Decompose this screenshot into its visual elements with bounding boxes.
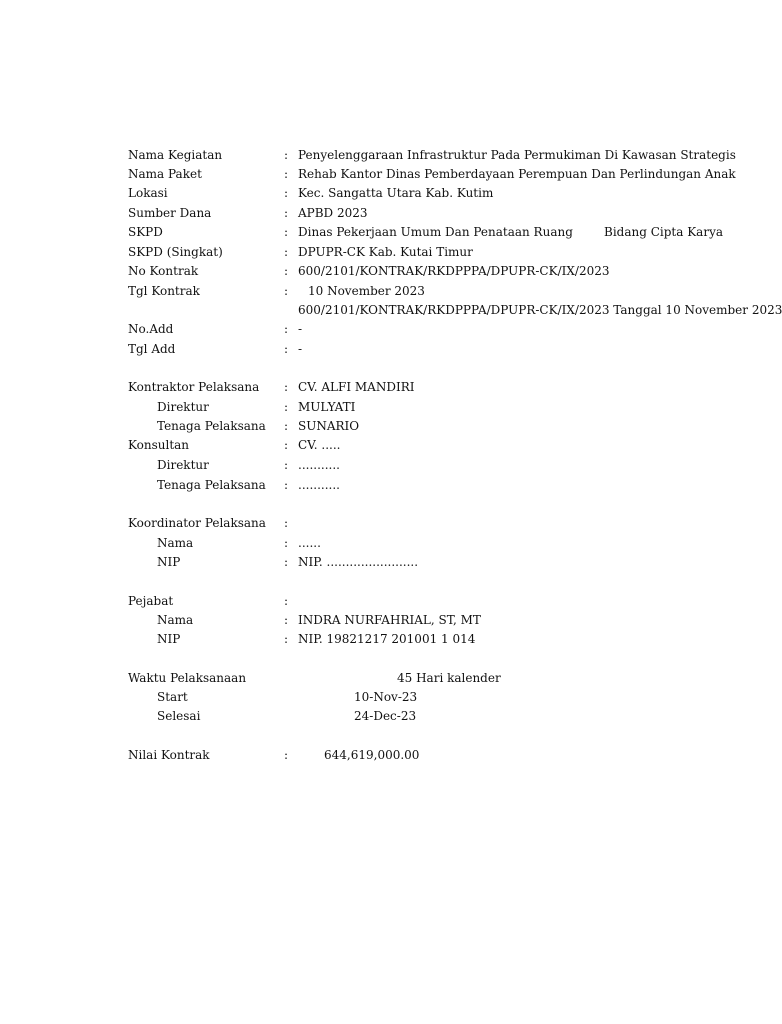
value-tgl-add: - (298, 342, 303, 356)
label-pejabat-nama: Nama (157, 613, 194, 627)
label-no-kontrak: No Kontrak (128, 264, 199, 278)
label-koordinator-nama: Nama (157, 536, 194, 550)
label-konsultan-direktur: Direktur (157, 458, 209, 472)
label-selesai: Selesai (157, 709, 201, 723)
colon: : (284, 478, 289, 492)
value-no-add: - (298, 322, 303, 336)
label-pejabat: Pejabat (128, 594, 174, 608)
colon: : (284, 555, 289, 569)
value-konsultan-tenaga: ........... (298, 478, 340, 492)
colon: : (284, 632, 289, 646)
value-kontraktor-direktur: MULYATI (298, 400, 356, 414)
colon: : (284, 536, 289, 550)
label-konsultan-tenaga: Tenaga Pelaksana (157, 478, 266, 492)
label-nilai-kontrak: Nilai Kontrak (128, 748, 210, 762)
colon: : (284, 148, 289, 162)
label-nama-kegiatan: Nama Kegiatan (128, 148, 223, 162)
value-skpd: Dinas Pekerjaan Umum Dan Penataan Ruang (298, 225, 573, 239)
label-skpd-singkat: SKPD (Singkat) (128, 245, 223, 259)
label-kontraktor: Kontraktor Pelaksana (128, 380, 260, 394)
label-start: Start (157, 690, 188, 704)
colon: : (284, 400, 289, 414)
label-nama-paket: Nama Paket (128, 167, 202, 181)
value-skpd-bidang: Bidang Cipta Karya (604, 225, 723, 239)
colon: : (284, 380, 289, 394)
label-kontraktor-tenaga: Tenaga Pelaksana (157, 419, 266, 433)
value-tgl-kontrak-line2: 600/2101/KONTRAK/RKDPPPA/DPUPR-CK/IX/2023 Tanggal 10 November 2023 (298, 303, 782, 317)
colon: : (284, 206, 289, 220)
value-sumber-dana: APBD 2023 (298, 206, 368, 220)
value-selesai: 24-Dec-23 (354, 709, 417, 723)
label-skpd: SKPD (128, 225, 163, 239)
colon: : (284, 748, 289, 762)
value-koordinator-nama: ...... (298, 536, 321, 550)
label-kontraktor-direktur: Direktur (157, 400, 209, 414)
colon: : (284, 284, 289, 298)
value-no-kontrak: 600/2101/KONTRAK/RKDPPPA/DPUPR-CK/IX/2023 (298, 264, 610, 278)
colon: : (284, 594, 289, 608)
value-tgl-kontrak: 10 November 2023 (308, 284, 425, 298)
label-lokasi: Lokasi (128, 186, 168, 200)
value-skpd-singkat: DPUPR-CK Kab. Kutai Timur (298, 245, 473, 259)
value-konsultan: CV. ..... (298, 438, 341, 452)
colon: : (284, 613, 289, 627)
value-waktu: 45 Hari kalender (397, 671, 501, 685)
label-tgl-add: Tgl Add (128, 342, 176, 356)
colon: : (284, 419, 289, 433)
colon: : (284, 342, 289, 356)
value-nama-paket: Rehab Kantor Dinas Pemberdayaan Perempuan Dan Perlindungan Anak (298, 167, 736, 181)
label-koordinator: Koordinator Pelaksana (128, 516, 266, 530)
label-pejabat-nip: NIP (157, 632, 181, 646)
value-pejabat-nama: INDRA NURFAHRIAL, ST, MT (298, 613, 481, 627)
value-nama-kegiatan: Penyelenggaraan Infrastruktur Pada Permukiman Di Kawasan Strategis (298, 148, 736, 162)
value-start: 10-Nov-23 (354, 690, 418, 704)
value-kontraktor: CV. ALFI MANDIRI (298, 380, 415, 394)
value-kontraktor-tenaga: SUNARIO (298, 419, 360, 433)
label-waktu: Waktu Pelaksanaan (128, 671, 247, 685)
label-koordinator-nip: NIP (157, 555, 181, 569)
value-konsultan-direktur: ........... (298, 458, 340, 472)
value-lokasi: Kec. Sangatta Utara Kab. Kutim (298, 186, 494, 200)
label-no-add: No.Add (128, 322, 174, 336)
colon: : (284, 186, 289, 200)
value-pejabat-nip: NIP. 19821217 201001 1 014 (298, 632, 476, 646)
colon: : (284, 264, 289, 278)
colon: : (284, 322, 289, 336)
value-koordinator-nip: NIP. ........................ (298, 555, 419, 569)
colon: : (284, 245, 289, 259)
colon: : (284, 516, 289, 530)
label-tgl-kontrak: Tgl Kontrak (128, 284, 200, 298)
label-konsultan: Konsultan (128, 438, 190, 452)
value-nilai-kontrak: 644,619,000.00 (324, 748, 420, 762)
colon: : (284, 438, 289, 452)
colon: : (284, 225, 289, 239)
colon: : (284, 167, 289, 181)
colon: : (284, 458, 289, 472)
label-sumber-dana: Sumber Dana (128, 206, 212, 220)
